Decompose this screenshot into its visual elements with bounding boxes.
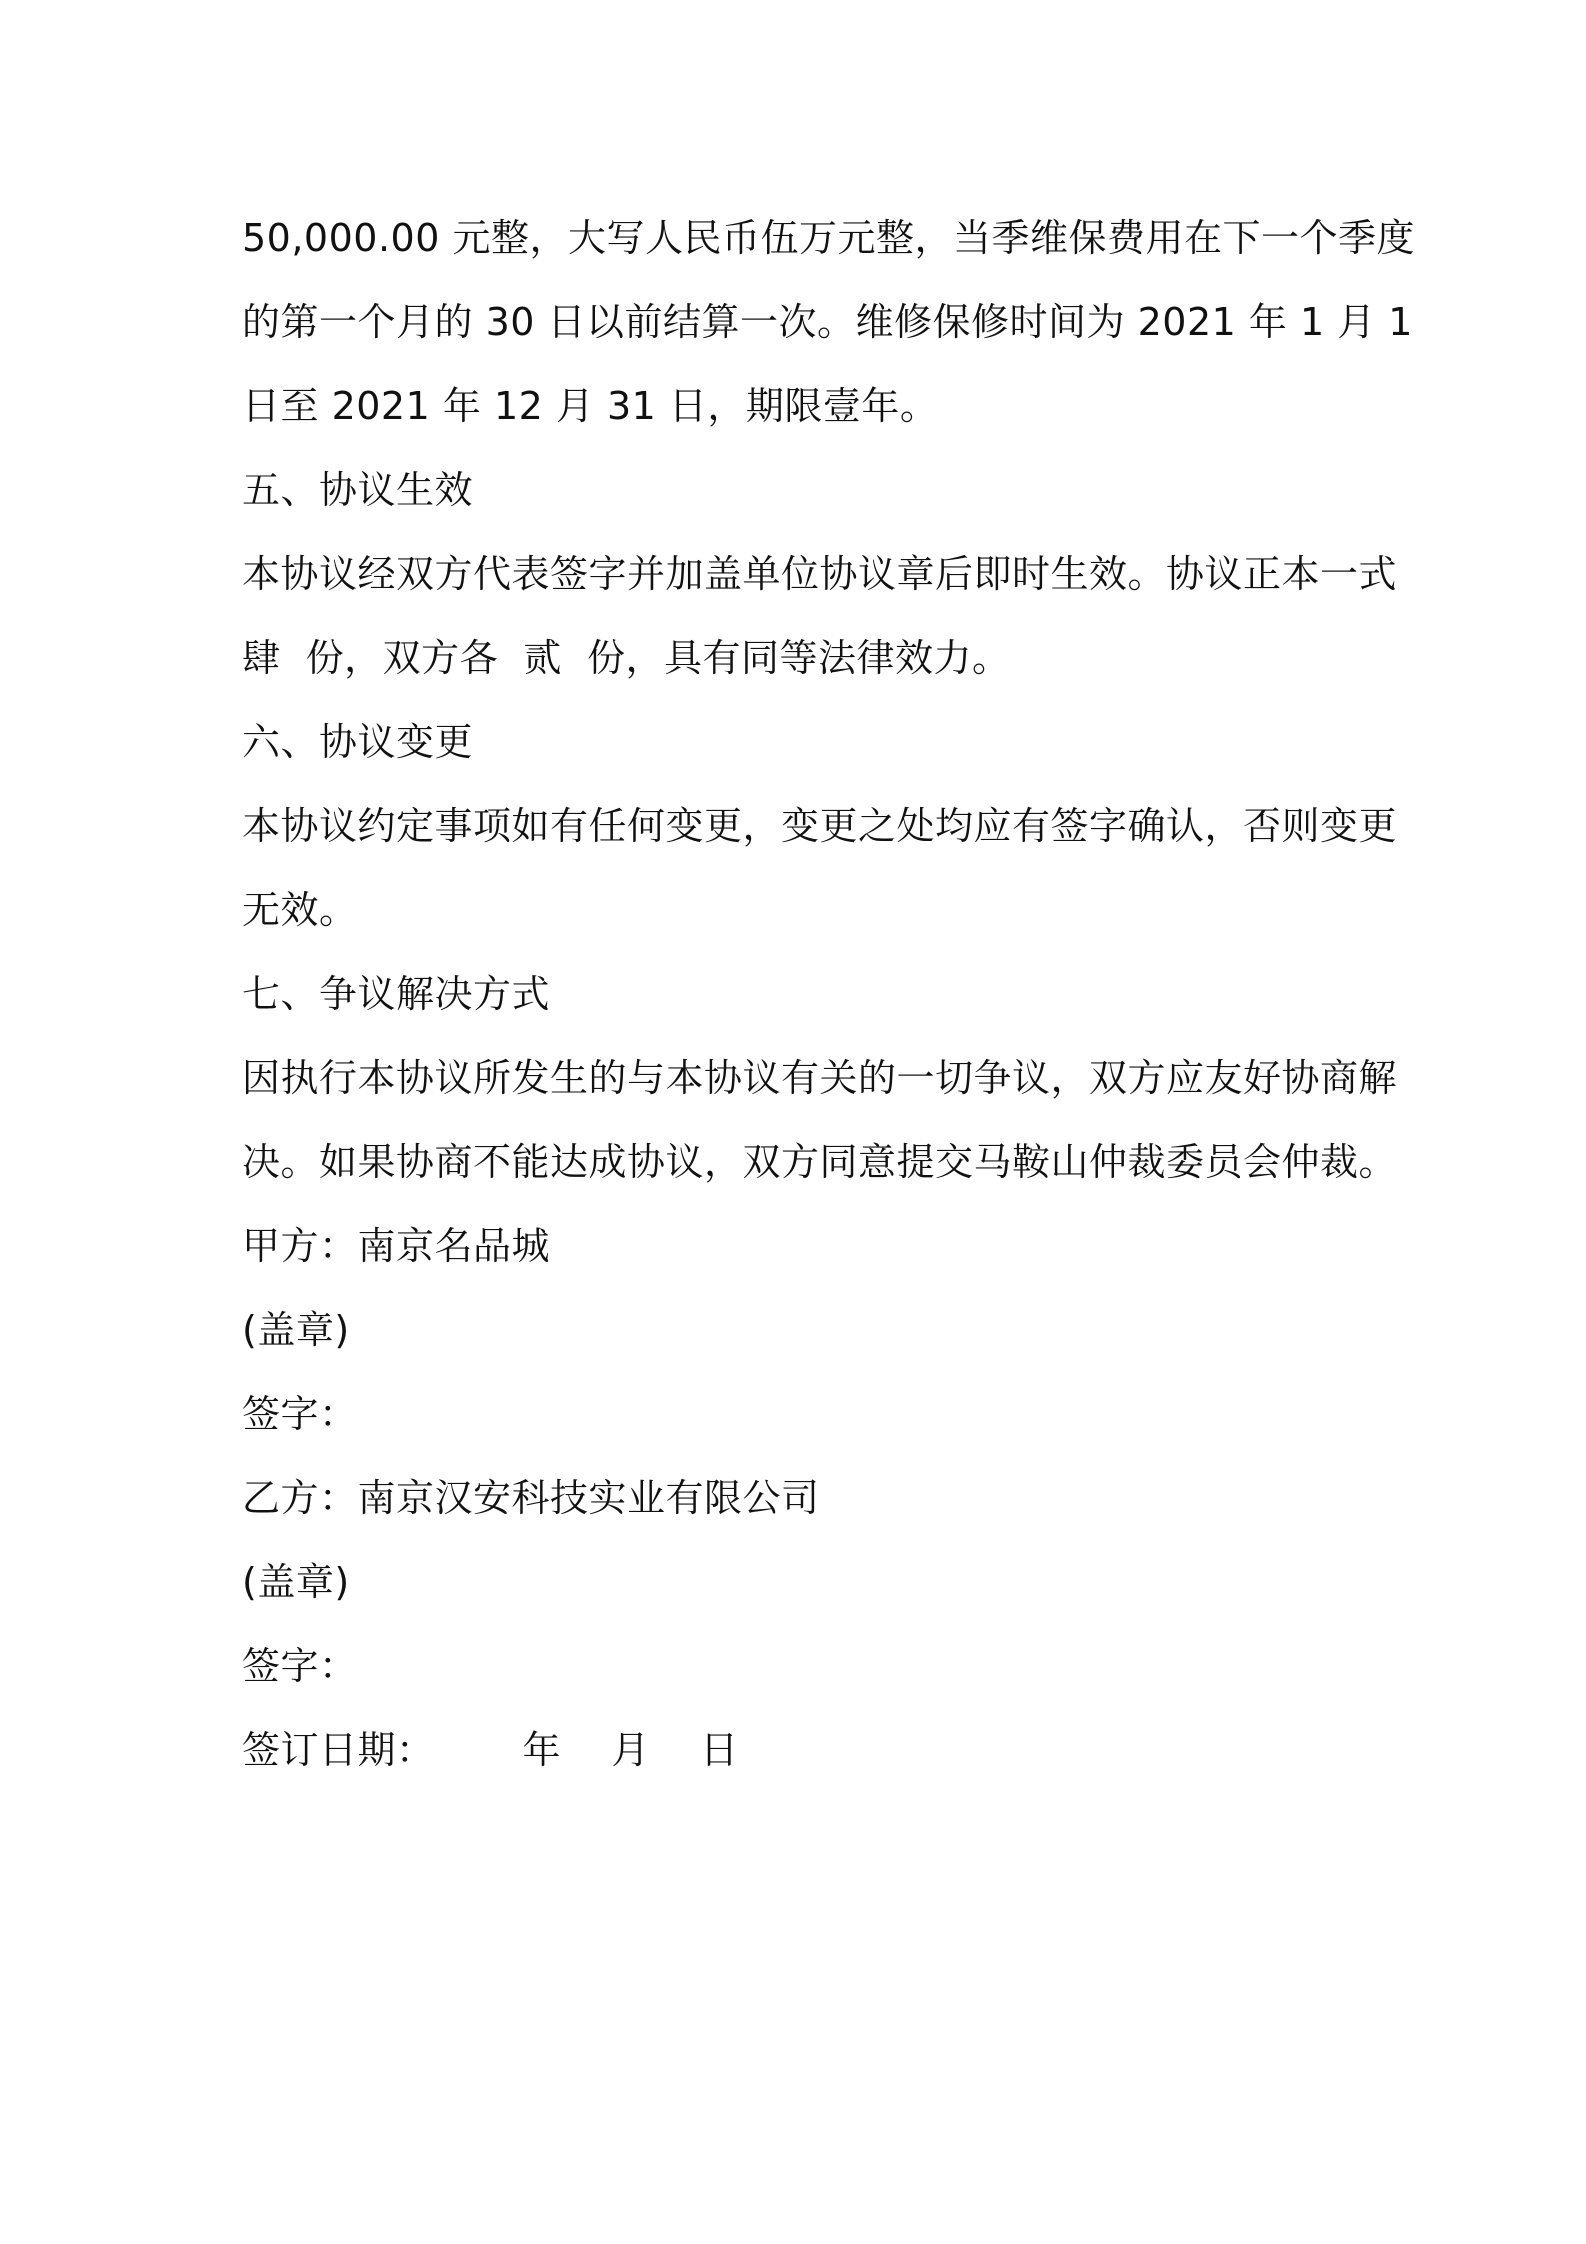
party-b-signature: 签字： — [242, 1644, 358, 1688]
fee-paragraph-line-1: 50,000.00 元整，大写人民币伍万元整，当季维保费用在下一个季度 — [242, 216, 1415, 260]
section-heading-dispute: 七、争议解决方式 — [242, 972, 551, 1016]
section-heading-effect: 五、协议生效 — [242, 468, 474, 512]
party-a-seal: (盖章) — [242, 1308, 350, 1352]
party-a-name: 甲方：南京名品城 — [242, 1224, 551, 1268]
signing-date: 签订日期： 年 月 日 — [242, 1728, 739, 1772]
effect-paragraph-line-2: 肆 份，双方各 贰 份，具有同等法律效力。 — [242, 636, 1011, 680]
section-heading-change: 六、协议变更 — [242, 720, 474, 764]
dispute-paragraph-line-2: 决。如果协商不能达成协议，双方同意提交马鞍山仲裁委员会仲裁。 — [242, 1140, 1398, 1184]
party-a-signature: 签字： — [242, 1392, 358, 1436]
document-body — [242, 196, 1415, 1792]
dispute-paragraph-line-1: 因执行本协议所发生的与本协议有关的一切争议，双方应友好协商解 — [242, 1056, 1398, 1100]
fee-paragraph-line-2: 的第一个月的 30 日以前结算一次。维修保修时间为 2021 年 1 月 1 — [242, 300, 1413, 344]
party-b-seal: (盖章) — [242, 1560, 350, 1604]
effect-paragraph-line-1: 本协议经双方代表签字并加盖单位协议章后即时生效。协议正本一式 — [242, 552, 1398, 596]
change-paragraph-line-1: 本协议约定事项如有任何变更，变更之处均应有签字确认，否则变更 — [242, 804, 1398, 848]
change-paragraph-line-2: 无效。 — [242, 888, 358, 932]
party-b-name: 乙方：南京汉安科技实业有限公司 — [242, 1476, 820, 1520]
fee-paragraph-line-3: 日至 2021 年 12 月 31 日，期限壹年。 — [242, 384, 939, 428]
